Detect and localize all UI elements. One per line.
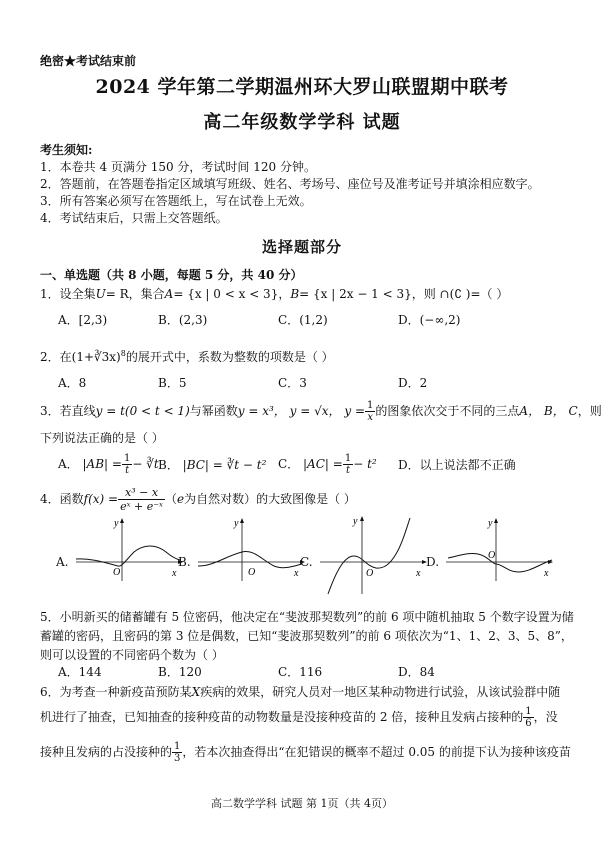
graph-b bbox=[196, 518, 306, 583]
svg-text:O: O bbox=[248, 567, 256, 578]
part-heading: 一、单选题（共 8 小题，每题 5 分，共 40 分） bbox=[40, 268, 303, 282]
svg-text:O: O bbox=[366, 568, 374, 579]
svg-text:x: x bbox=[294, 568, 299, 579]
q1-option-d: D．(−∞,2) bbox=[398, 313, 461, 327]
svg-text:x: x bbox=[544, 568, 549, 579]
graph-d-label: D. bbox=[426, 555, 440, 569]
svg-text:y: y bbox=[488, 518, 493, 529]
q2-option-c: C．3 bbox=[278, 376, 307, 390]
question-6-line1: 6．为考查一种新疫苗预防某X疾病的效果，研究人员对一地区某种动物进行试验，从该试验群中随 bbox=[40, 685, 561, 699]
q1-option-b: B．(2,3) bbox=[158, 313, 208, 327]
q3-option-d: D．以上说法都不正确 bbox=[398, 458, 516, 472]
graph-d bbox=[444, 518, 559, 583]
graph-a-label: A. bbox=[56, 555, 69, 569]
q5-option-c: C．116 bbox=[278, 665, 323, 679]
question-3-line2: 下列说法正确的是（ ） bbox=[40, 431, 164, 445]
exam-title: 2024 学年第二学期温州环大罗山联盟期中联考 bbox=[95, 76, 509, 98]
question-2-stem: 2．在(1+∛3x)$^8$的展开式中，系数为整数的项数是（ ） bbox=[40, 349, 334, 364]
question-5-line1: 5．小明新买的储蓄罐有 5 位密码，他决定在“斐波那契数列”的前 6 项中随机抽取 5 个数字设置为储 bbox=[40, 610, 574, 624]
svg-text:O: O bbox=[113, 567, 121, 578]
page-footer: 高二数学学科 试题 第 1页（共 4页） bbox=[211, 797, 393, 810]
q3-option-b: B． |BC| = ∛t − t² bbox=[158, 458, 267, 472]
question-6-line3: 接种且发病的占没接种的 $\frac{1}{3}$ ，若本次抽查得出“在犯错误的概率不超过 0.05 的前提下认为接种该疫苗 bbox=[40, 741, 571, 764]
q5-option-b: B．120 bbox=[158, 665, 202, 679]
question-5-line2: 蓄罐的密码，且密码的第 3 位是偶数，已知“斐波那契数列”的前 6 项依次为“1、1、2、3、5、8”， bbox=[40, 629, 573, 643]
svg-text:O: O bbox=[488, 550, 496, 561]
notice-item: 4．考试结束后，只需上交答题纸。 bbox=[40, 211, 228, 225]
question-6-line2: 机进行了抽查，已知抽查的接种疫苗的动物数量是没接种疫苗的 2 倍，接种且发病占接种的 $\frac{1}{6}$ ，没 bbox=[40, 706, 558, 729]
q1-option-a: A．[2,3) bbox=[58, 313, 108, 327]
question-3-stem: 3．若直线y = t(0 < t < 1)与幂函数y = x³， y = √x， y = $\frac{1}{x}$ 的图象依次交于不同的三点A， B， C，则 bbox=[40, 400, 602, 423]
q2-option-b: B．5 bbox=[158, 376, 187, 390]
q2-option-d: D．2 bbox=[398, 376, 428, 390]
q5-option-d: D．84 bbox=[398, 665, 435, 679]
section-title: 选择题部分 bbox=[261, 238, 342, 256]
notice-item: 1．本卷共 4 页满分 150 分，考试时间 120 分钟。 bbox=[40, 160, 316, 174]
confidential-mark: 绝密★考试结束前 bbox=[40, 54, 137, 68]
graph-a bbox=[74, 518, 184, 583]
fraction: $\frac{1}{x}$ bbox=[367, 400, 374, 423]
svg-text:x: x bbox=[416, 568, 421, 579]
q5-option-a: A．144 bbox=[58, 665, 102, 679]
question-4-stem: 4．函数f(x) = $\frac{\text{x³ − x}}{\text{eˣ + e⁻ˣ}}$ （e为自然对数）的大致图像是（ ） bbox=[40, 486, 356, 513]
graph-c bbox=[318, 512, 428, 597]
svg-text:y: y bbox=[353, 516, 358, 527]
svg-text:y: y bbox=[234, 518, 239, 529]
q3-option-c: C． |AC| = $\frac{1}{t}$ − t² bbox=[278, 453, 377, 476]
q1-option-c: C．(1,2) bbox=[278, 313, 328, 327]
svg-text:y: y bbox=[114, 518, 119, 529]
q3-option-a: A． |AB| = $\frac{1}{t}$ − ∛t bbox=[58, 453, 159, 476]
question-5-line3: 则可以设置的不同密码个数为（ ） bbox=[40, 648, 224, 662]
question-1-stem: 1．设全集U= R，集合A= {x | 0 < x < 3}，B= {x | 2x − 1 < 3}，则 ∩(∁ )=（ ） bbox=[40, 287, 509, 301]
notice-item: 3．所有答案必须写在答题纸上，写在试卷上无效。 bbox=[40, 194, 312, 208]
q2-option-a: A．8 bbox=[58, 376, 87, 390]
graph-b-label: B. bbox=[178, 555, 191, 569]
notice-item: 2．答题前，在答题卷指定区域填写班级、姓名、考场号、座位号及准考证号并填涂相应数字。 bbox=[40, 177, 540, 191]
exam-subtitle: 高二年级数学学科 试题 bbox=[203, 112, 401, 133]
svg-text:x: x bbox=[172, 568, 177, 579]
graph-c-label: C. bbox=[300, 555, 313, 569]
notice-heading: 考生须知: bbox=[40, 143, 93, 157]
